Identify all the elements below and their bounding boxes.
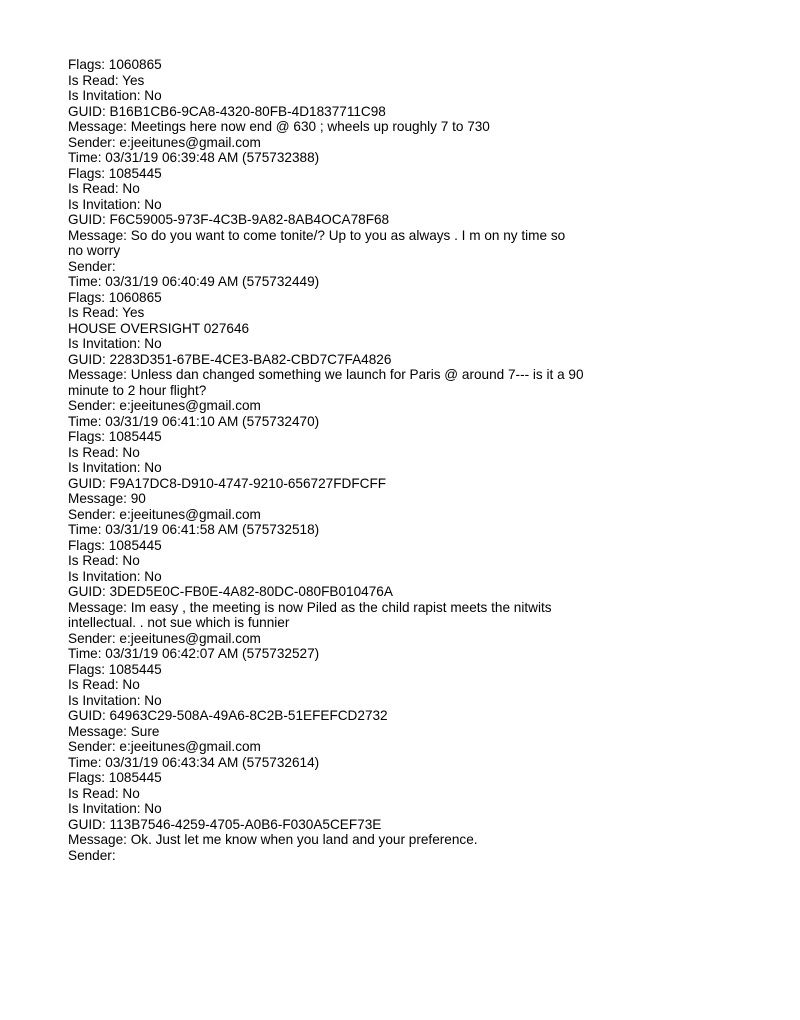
text-line: Is Invitation: No — [68, 692, 162, 708]
text-line: Flags: 1060865 — [68, 57, 162, 72]
text-line: Message: Meetings here now end @ 630 ; wheels up roughly 7 to 730 — [68, 119, 490, 134]
text-line: Time: 03/31/19 06:40:49 AM (575732449) — [68, 274, 320, 289]
text-line: Sender: e:jeeitunes@gmail.com — [68, 630, 261, 646]
text-line: Flags: 1085445 — [68, 770, 162, 785]
text-line: Message: 90 — [68, 491, 146, 506]
text-line: Is Read: No — [68, 785, 140, 801]
text-line: Is Read: No — [68, 553, 140, 568]
text-line: Time: 03/31/19 06:41:58 AM (575732518) — [68, 522, 320, 537]
text-line: no worry — [68, 243, 121, 258]
text-line: GUID: F9A17DC8-D910-4747-9210-656727FDFCFF — [68, 475, 387, 491]
text-line: Is Invitation: No — [68, 460, 162, 475]
text-line: Message: Unless dan changed something we launch for Paris @ around 7--- is it a 90 — [68, 367, 584, 382]
text-line: Is Read: Yes — [68, 305, 145, 320]
text-line: Sender: e:jeeitunes@gmail.com — [68, 739, 261, 754]
text-line: intellectual. . not sue which is funnier — [68, 615, 290, 630]
text-line: GUID: 113B7546-4259-4705-A0B6-F030A5CEF73E — [68, 816, 382, 832]
text-line: Sender: e:jeeitunes@gmail.com — [68, 506, 261, 522]
text-line: Time: 03/31/19 06:42:07 AM (575732527) — [68, 646, 320, 661]
text-line: Sender: e:jeeitunes@gmail.com — [68, 134, 261, 150]
text-line: Is Invitation: No — [68, 88, 162, 103]
text-line: Flags: 1085445 — [68, 165, 162, 181]
text-line: Sender: e:jeeitunes@gmail.com — [68, 398, 261, 413]
text-line: Is Invitation: No — [68, 568, 162, 584]
text-line: Time: 03/31/19 06:41:10 AM (575732470) — [68, 413, 320, 429]
text-line: Time: 03/31/19 06:43:34 AM (575732614) — [68, 754, 320, 770]
text-line: GUID: B16B1CB6-9CA8-4320-80FB-4D1837711C98 — [68, 103, 386, 119]
text-line: Message: Im easy , the meeting is now Piled as the child rapist meets the nitwits — [68, 599, 552, 615]
text-line: Flags: 1085445 — [68, 661, 162, 677]
text-line: Flags: 1085445 — [68, 537, 162, 553]
text-line: Is Invitation: No — [68, 196, 162, 212]
text-line: Flags: 1085445 — [68, 429, 162, 444]
text-line: Is Read: Yes — [68, 72, 145, 88]
text-line: Sender: — [68, 258, 116, 274]
text-line: GUID: F6C59005-973F-4C3B-9A82-8AB4OCA78F68 — [68, 212, 390, 227]
text-line: Flags: 1060865 — [68, 289, 162, 305]
document-page — [68, 57, 728, 863]
bates-stamp: HOUSE OVERSIGHT 027646 — [68, 320, 250, 336]
text-line: Message: Sure — [68, 723, 160, 739]
text-line: Is Read: No — [68, 677, 140, 692]
text-line: GUID: 3DED5E0C-FB0E-4A82-80DC-080FB010476A — [68, 584, 393, 599]
text-line: Is Read: No — [68, 181, 140, 196]
text-line: Message: So do you want to come tonite/? Up to you as always . I m on ny time so — [68, 227, 566, 243]
text-line: Message: Ok. Just let me know when you land and your preference. — [68, 832, 478, 847]
text-line: GUID: 2283D351-67BE-4CE3-BA82-CBD7C7FA4826 — [68, 351, 392, 367]
text-line: Time: 03/31/19 06:39:48 AM (575732388) — [68, 150, 320, 165]
text-line: minute to 2 hour flight? — [68, 382, 207, 398]
text-line: Is Invitation: No — [68, 801, 162, 816]
text-line: Is Invitation: No — [68, 336, 162, 351]
text-line: Is Read: No — [68, 444, 140, 460]
text-line: GUID: 64963C29-508A-49A6-8C2B-51EFEFCD2732 — [68, 708, 388, 723]
text-line: Sender: — [68, 847, 116, 863]
